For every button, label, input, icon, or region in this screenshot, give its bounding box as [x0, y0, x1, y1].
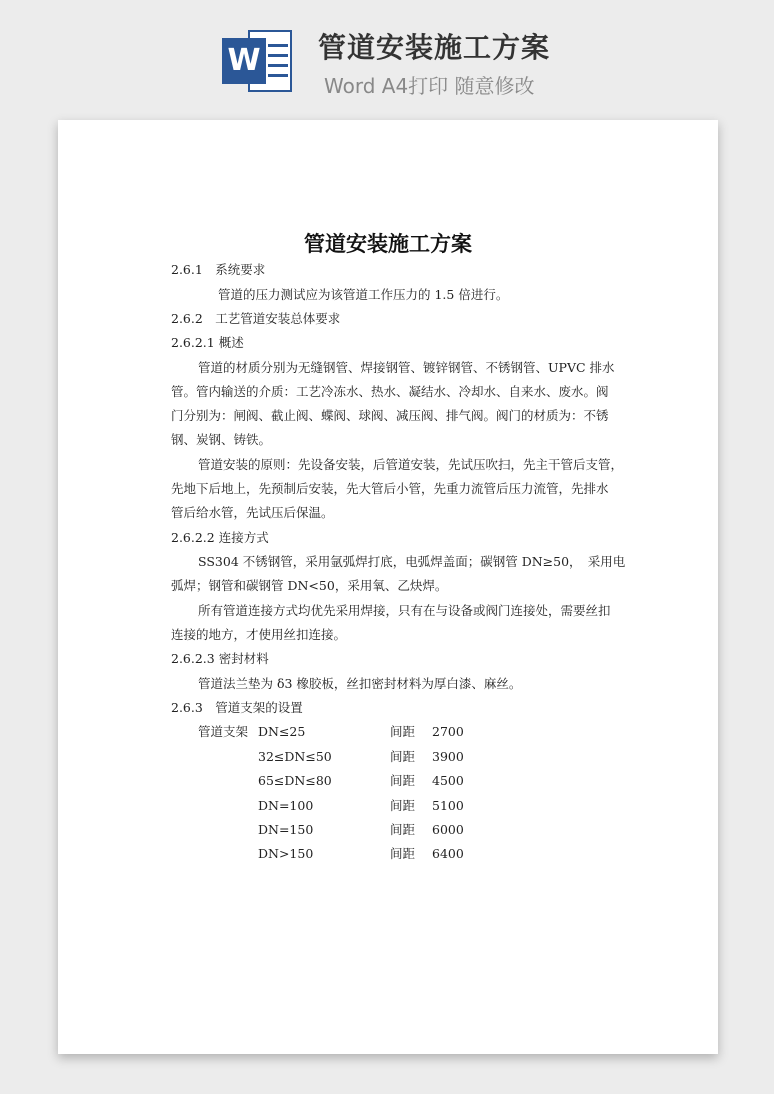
support-size: DN=100 — [258, 798, 314, 813]
section-heading: 2.6.2.2 连接方式 — [171, 530, 269, 545]
paragraph-line: 管道的材质分别为无缝钢管、焊接钢管、镀锌钢管、不锈钢管、UPVC 排水 — [198, 360, 615, 375]
support-spacing-label: 间距 — [390, 724, 416, 739]
support-spacing-value: 5100 — [432, 798, 464, 813]
support-size: 65≤DN≤80 — [258, 773, 332, 788]
paragraph-line: 管道法兰垫为 δ3 橡胶板，丝扣密封材料为厚白漆、麻丝。 — [198, 676, 522, 691]
support-size: DN≤25 — [258, 724, 306, 739]
paragraph-line: 管。管内输送的介质：工艺冷冻水、热水、凝结水、冷却水、自来水、废水。阀 — [171, 384, 609, 399]
paragraph-line: 弧焊；钢管和碳钢管 DN<50，采用氧、乙炔焊。 — [171, 578, 448, 593]
support-size: DN>150 — [258, 846, 314, 861]
word-doc-icon — [222, 24, 294, 98]
support-spacing-value: 6400 — [432, 846, 464, 861]
support-spacing-label: 间距 — [390, 822, 416, 837]
support-table-label: 管道支架 — [198, 724, 249, 739]
support-spacing-label: 间距 — [390, 846, 416, 861]
support-spacing-value: 3900 — [432, 749, 464, 764]
section-heading: 2.6.2.3 密封材料 — [171, 651, 269, 666]
support-spacing-label: 间距 — [390, 749, 416, 764]
support-spacing-value: 4500 — [432, 773, 464, 788]
app-subtitle: Word A4打印 随意修改 — [324, 74, 535, 98]
paragraph-line: 管道的压力测试应为该管道工作压力的 1.5 倍进行。 — [218, 287, 509, 302]
paragraph-line: 所有管道连接方式均优先采用焊接，只有在与设备或阀门连接处，需要丝扣 — [198, 603, 611, 618]
support-spacing-value: 2700 — [432, 724, 464, 739]
paragraph-line: 先地下后地上，先预制后安装，先大管后小管，先重力流管后压力流管，先排水 — [171, 481, 609, 496]
paragraph-line: 钢、炭钢、铸铁。 — [171, 432, 272, 447]
paragraph-line: 连接的地方，才使用丝扣连接。 — [171, 627, 347, 642]
document-title: 管道安装施工方案 — [304, 231, 472, 256]
support-size: 32≤DN≤50 — [258, 749, 332, 764]
section-heading: 2.6.3 管道支架的设置 — [171, 700, 303, 715]
paragraph-line: 管道安装的原则：先设备安装，后管道安装，先试压吹扫，先主干管后支管， — [198, 457, 624, 472]
paragraph-line: 管后给水管，先试压后保温。 — [171, 505, 334, 520]
section-heading: 2.6.2.1 概述 — [171, 335, 244, 350]
document-page — [58, 120, 718, 1054]
app-title: 管道安装施工方案 — [318, 31, 551, 64]
paragraph-line: 门分别为：闸阀、截止阀、蝶阀、球阀、减压阀、排气阀。阀门的材质为：不锈 — [171, 408, 609, 423]
section-heading: 2.6.1 系统要求 — [171, 262, 266, 277]
support-size: DN=150 — [258, 822, 314, 837]
section-heading: 2.6.2 工艺管道安装总体要求 — [171, 311, 341, 326]
support-spacing-label: 间距 — [390, 798, 416, 813]
paragraph-line: SS304 不锈钢管，采用氩弧焊打底，电弧焊盖面；碳钢管 DN≥50， 采用电 — [198, 554, 626, 569]
support-spacing-label: 间距 — [390, 773, 416, 788]
word-letter: W — [222, 38, 266, 84]
header — [0, 0, 774, 110]
support-spacing-value: 6000 — [432, 822, 464, 837]
